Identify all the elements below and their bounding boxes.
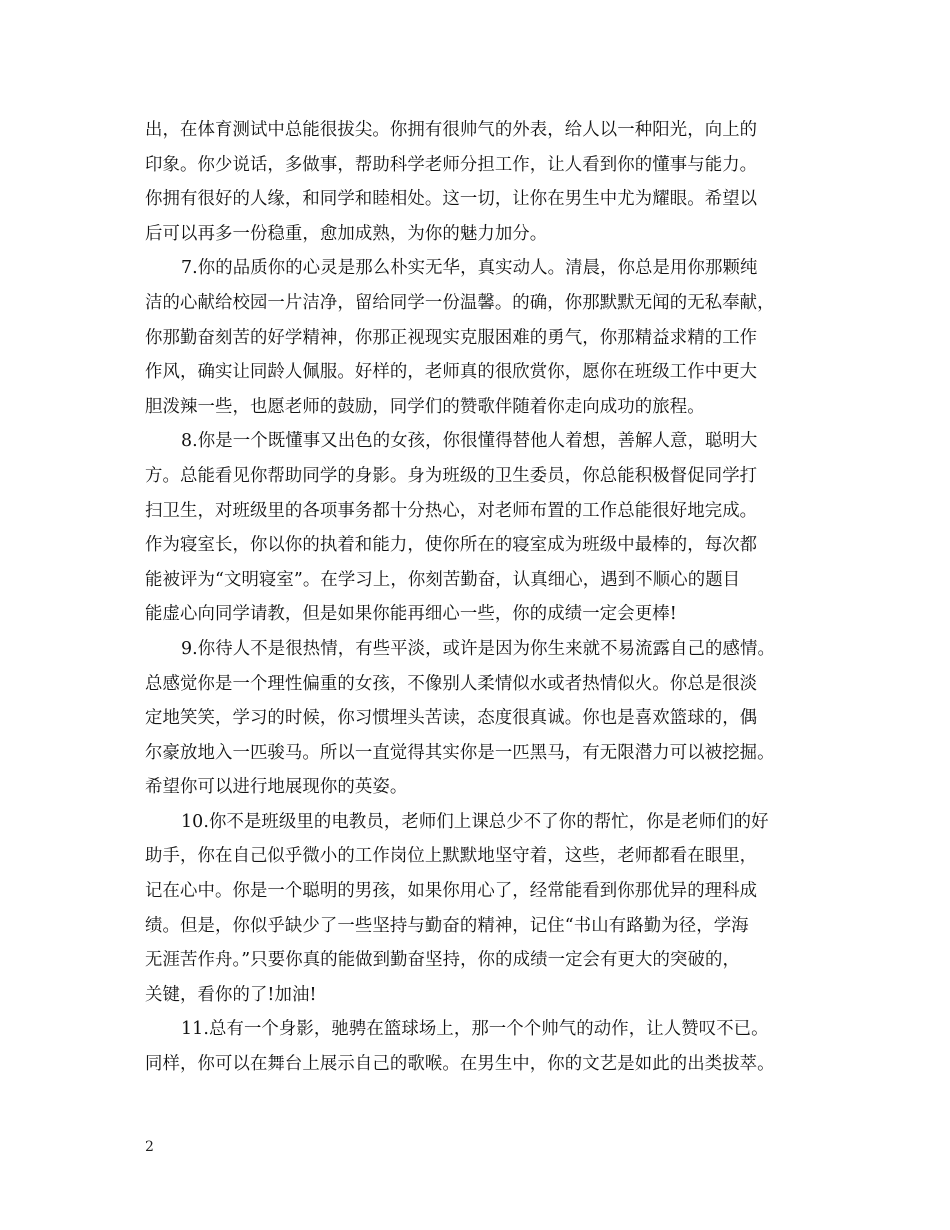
paragraph-first-line: 10.你不是班级里的电教员，老师们上课总少不了你的帮忙，你是老师们的好 xyxy=(181,811,769,832)
text-line: 扫卫生，对班级里的各项事务都十分热心，对老师布置的工作总能很好地完成。 xyxy=(145,500,758,521)
text-line: 同样，你可以在舞台上展示自己的歌喉。在男生中，你的文艺是如此的出类拔萃。 xyxy=(145,1054,775,1075)
text-line: 关键，看你的了!加油! xyxy=(145,984,317,1005)
page-number: 2 xyxy=(145,1139,154,1155)
text-line: 记在心中。你是一个聪明的男孩，如果你用心了，经常能看到你那优异的理科成 xyxy=(145,881,758,902)
text-line: 助手，你在自己似乎微小的工作岗位上默默地坚守着，这些，老师都看在眼里， xyxy=(145,846,758,867)
text-line: 你那勤奋刻苦的好学精神，你那正视现实克服困难的勇气，你那精益求精的工作 xyxy=(145,327,758,348)
text-line: 总感觉你是一个理性偏重的女孩，不像别人柔情似水或者热情似火。你总是很淡 xyxy=(145,673,758,694)
text-line: 方。总能看见你帮助同学的身影。身为班级的卫生委员，你总能积极督促同学打 xyxy=(145,465,758,486)
text-line: 尔豪放地入一匹骏马。所以一直觉得其实你是一匹黑马，有无限潜力可以被挖掘。 xyxy=(145,742,775,763)
text-line: 印象。你少说话，多做事，帮助科学老师分担工作，让人看到你的懂事与能力。 xyxy=(145,154,758,175)
paragraph-first-line: 9.你待人不是很热情，有些平淡，或许是因为你生来就不易流露自己的感情。 xyxy=(181,638,775,659)
text-line: 绩。但是，你似乎缺少了一些坚持与勤奋的精神，记住“书山有路勤为径，学海 xyxy=(145,915,749,936)
text-line: 能被评为“文明寝室”。在学习上，你刻苦勤奋，认真细心，遇到不顺心的题目 xyxy=(145,569,741,590)
text-line: 无涯苦作舟。”只要你真的能做到勤奋坚持，你的成绩一定会有更大的突破的， xyxy=(145,950,740,971)
body-text xyxy=(145,113,813,1082)
text-line: 定地笑笑，学习的时候，你习惯埋头苦读，态度很真诚。你也是喜欢篮球的，偶 xyxy=(145,708,758,729)
text-line: 作为寝室长，你以你的执着和能力，使你所在的寝室成为班级中最棒的，每次都 xyxy=(145,535,758,556)
text-line: 出，在体育测试中总能很拔尖。你拥有很帅气的外表，给人以一种阳光，向上的 xyxy=(145,120,758,140)
text-line: 胆泼辣一些，也愿老师的鼓励，同学们的赞歌伴随着你走向成功的旅程。 xyxy=(145,396,705,417)
paragraph-first-line: 7.你的品质你的心灵是那么朴实无华，真实动人。清晨，你总是用你那颗纯 xyxy=(181,258,758,279)
text-line: 你拥有很好的人缘，和同学和睦相处。这一切，让你在男生中尤为耀眼。希望以 xyxy=(145,189,758,210)
text-line: 作风，确实让同龄人佩服。好样的，老师真的很欣赏你，愿你在班级工作中更大 xyxy=(145,362,758,383)
text-line: 能虚心向同学请教，但是如果你能再细心一些，你的成绩一定会更棒! xyxy=(145,604,677,625)
text-line: 洁的心献给校园一片洁净，留给同学一份温馨。的确，你那默默无闻的无私奉献， xyxy=(145,292,775,313)
paragraph-first-line: 8.你是一个既懂事又出色的女孩，你很懂得替他人着想，善解人意，聪明大 xyxy=(181,431,758,452)
text-line: 希望你可以进行地展现你的英姿。 xyxy=(145,777,408,798)
paragraph-first-line: 11.总有一个身影，驰骋在篮球场上，那一个个帅气的动作，让人赞叹不已。 xyxy=(181,1019,769,1040)
text-line: 后可以再多一份稳重，愈加成熟，为你的魅力加分。 xyxy=(145,223,548,244)
